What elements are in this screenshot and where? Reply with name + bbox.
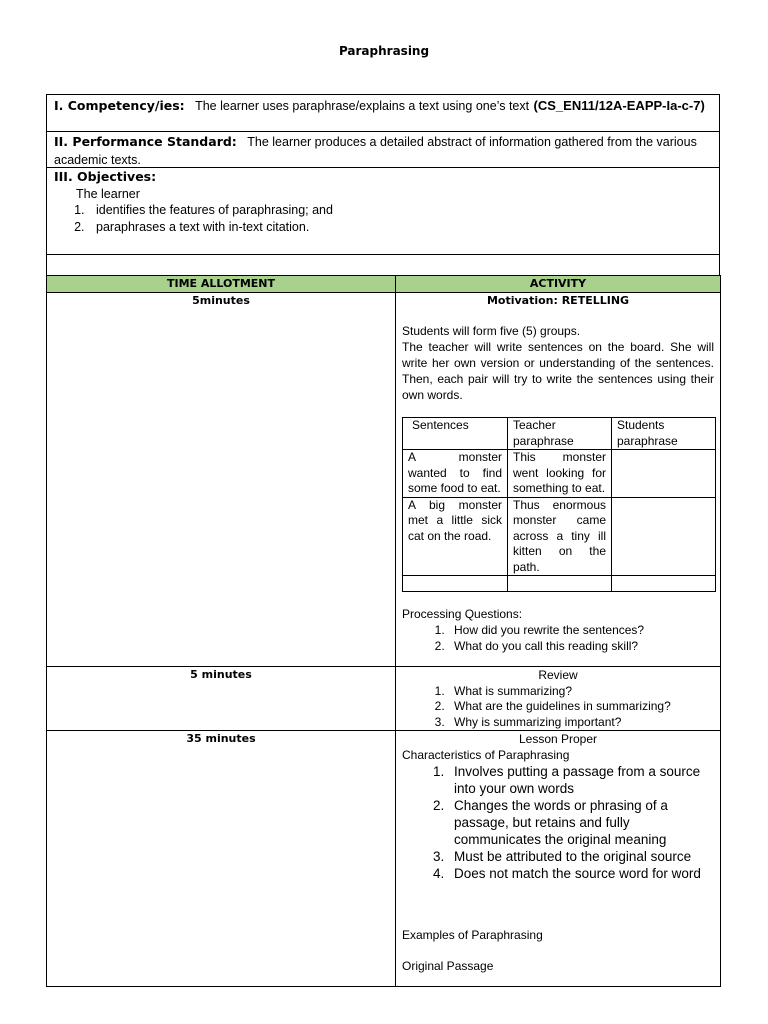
examples-label: Examples of Paraphrasing bbox=[402, 928, 543, 942]
processing-list bbox=[402, 622, 714, 654]
table-cell bbox=[403, 576, 508, 592]
header-time-allotment: TIME ALLOTMENT bbox=[47, 276, 396, 293]
competency-code: (CS_EN11/12A-EAPP-Ia-c-7) bbox=[533, 98, 705, 113]
motivation-para1: Students will form five (5) groups. bbox=[402, 324, 581, 338]
inner-header-students: Students paraphrase bbox=[612, 418, 716, 450]
inner-header-sentences: Sentences bbox=[403, 418, 508, 450]
list-item: 1. identifies the features of paraphrasing; and bbox=[88, 202, 712, 219]
retelling-table bbox=[402, 417, 716, 592]
table-cell: This monster went looking for something to eat. bbox=[508, 450, 612, 498]
motivation-para2: The teacher will write sentences on the board. She will write her own version or understanding of the sentences. Then, each pair will try to write the sentences using their own words. bbox=[402, 340, 714, 402]
lesson-title: Lesson Proper bbox=[518, 732, 598, 746]
objectives-list bbox=[54, 202, 712, 235]
table-cell bbox=[612, 450, 716, 498]
list-item: 1. How did you rewrite the sentences? bbox=[448, 622, 714, 638]
list-item: 3. Must be attributed to the original source bbox=[448, 848, 714, 865]
motivation-time: 5minutes bbox=[47, 293, 396, 667]
page-title: Paraphrasing bbox=[338, 44, 430, 58]
lesson-activity bbox=[396, 731, 721, 987]
objectives-label: III. Objectives: bbox=[54, 169, 157, 184]
list-item: 2. Changes the words or phrasing of a passage, but retains and fully communicates the original meaning bbox=[448, 797, 714, 848]
motivation-title: Motivation: RETELLING bbox=[486, 294, 630, 307]
lesson-plan-table bbox=[46, 275, 721, 987]
list-item: 1. What is summarizing? bbox=[448, 684, 714, 700]
competency-section bbox=[46, 94, 720, 132]
motivation-activity bbox=[396, 293, 721, 667]
objectives-section bbox=[46, 167, 720, 255]
list-item: 3. Why is summarizing important? bbox=[448, 715, 714, 731]
characteristics-list bbox=[402, 763, 714, 882]
list-item: 2. What do you call this reading skill? bbox=[448, 638, 714, 654]
header-activity: ACTIVITY bbox=[396, 276, 721, 293]
processing-label: Processing Questions: bbox=[402, 607, 523, 621]
table-cell: A monster wanted to find some food to eat. bbox=[403, 450, 508, 498]
competency-label: I. Competency/ies: bbox=[54, 98, 185, 113]
blank-row bbox=[46, 254, 720, 276]
table-cell bbox=[508, 576, 612, 592]
competency-text: The learner uses paraphrase/explains a text using one’s text bbox=[195, 99, 530, 113]
list-item: 4. Does not match the source word for word bbox=[448, 865, 714, 882]
objectives-intro: The learner bbox=[76, 186, 140, 201]
table-cell: A big monster met a little sick cat on the road. bbox=[403, 497, 508, 576]
table-cell bbox=[612, 497, 716, 576]
review-title: Review bbox=[538, 668, 578, 682]
original-passage-label: Original Passage bbox=[402, 958, 494, 973]
review-time: 5 minutes bbox=[47, 667, 396, 731]
review-list bbox=[402, 684, 714, 731]
list-item: 2. paraphrases a text with in-text citation. bbox=[88, 219, 712, 236]
table-cell bbox=[612, 576, 716, 592]
performance-section bbox=[46, 131, 720, 168]
list-item: 2. What are the guidelines in summarizing? bbox=[448, 699, 714, 715]
performance-label: II. Performance Standard: bbox=[54, 134, 237, 149]
table-cell: Thus enormous monster came across a tiny ill kitten on the path. bbox=[508, 497, 612, 576]
review-activity bbox=[396, 667, 721, 731]
lesson-subtitle: Characteristics of Paraphrasing bbox=[402, 747, 570, 762]
lesson-time: 35 minutes bbox=[47, 731, 396, 987]
inner-header-teacher: Teacher paraphrase bbox=[508, 418, 612, 450]
list-item: 1. Involves putting a passage from a source into your own words bbox=[448, 763, 714, 797]
performance-text: The learner produces a detailed abstract of information gathered from the various academic texts. bbox=[54, 135, 697, 167]
